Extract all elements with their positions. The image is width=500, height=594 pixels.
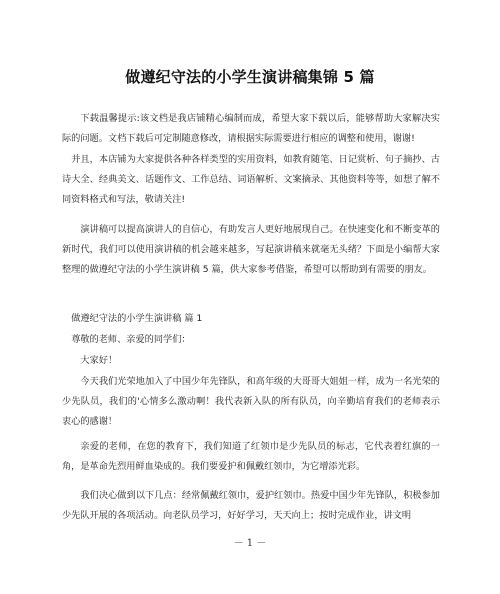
paragraph-download-tip: 下载温馨提示:该文档是我店铺精心编制而成，希望大家下载以后，能够帮助大家解决实际的问题。文档下载后可定制随意修改，请根据实际需要进行相应的调整和使用，谢谢!: [62, 113, 440, 145]
paragraph-resolution: 我们决心做到以下几点：经常佩戴红领巾，爱护红领巾。热爱中国少年先锋队，积极参加少先队开展的各项活动。向老队员学习，好好学习，天天向上；按时完成作业，讲文明: [62, 490, 440, 522]
paragraph-speech-intro: 演讲稿可以提高演讲人的自信心，有助发言人更好地展现自己。在快速变化和不断变革的新时代，我们可以使用演讲稿的机会越来越多，写起演讲稿来就毫无头绪？下面是小编帮大家整理的做遵纪守法的小学生演讲稿 5 篇，供大家参考借鉴，希望可以帮助到有需要的朋友。: [62, 224, 440, 276]
paragraph-red-scarf: 亲爱的老师，在您的教育下，我们知道了红领巾是少先队员的标志，它代表着红旗的一角，是革命先烈用鲜血染成的。我们要爱护和佩戴红领巾，为它增添光彩。: [62, 441, 440, 473]
section-heading: 做遵纪守法的小学生演讲稿 篇 1: [71, 313, 203, 324]
document-title: 做遵纪守法的小学生演讲稿集锦 5 篇: [125, 68, 375, 86]
salutation: 尊敬的老师、亲爱的同学们：: [71, 334, 191, 345]
page-number: － 1 －: [233, 538, 267, 549]
paragraph-joining: 今天我们光荣地加入了中国少年先锋队，和高年级的大哥哥大姐姐一样，成为一名光荣的少先队员，我们的'心情多么激动啊！我代表新入队的所有队员，向辛勤培育我们的老师表示衷心的感谢！: [62, 376, 440, 428]
greeting: 大家好！: [80, 355, 118, 366]
paragraph-store-intro: 并且，本店铺为大家提供各种各样类型的实用资料，如教育随笔、日记赏析、句子摘抄、古诗大全、经典美文、话题作文、工作总结、词语解析、文案摘录、其他资料等等，如想了解不同资料格式和写法，敬请关注!: [62, 154, 440, 206]
